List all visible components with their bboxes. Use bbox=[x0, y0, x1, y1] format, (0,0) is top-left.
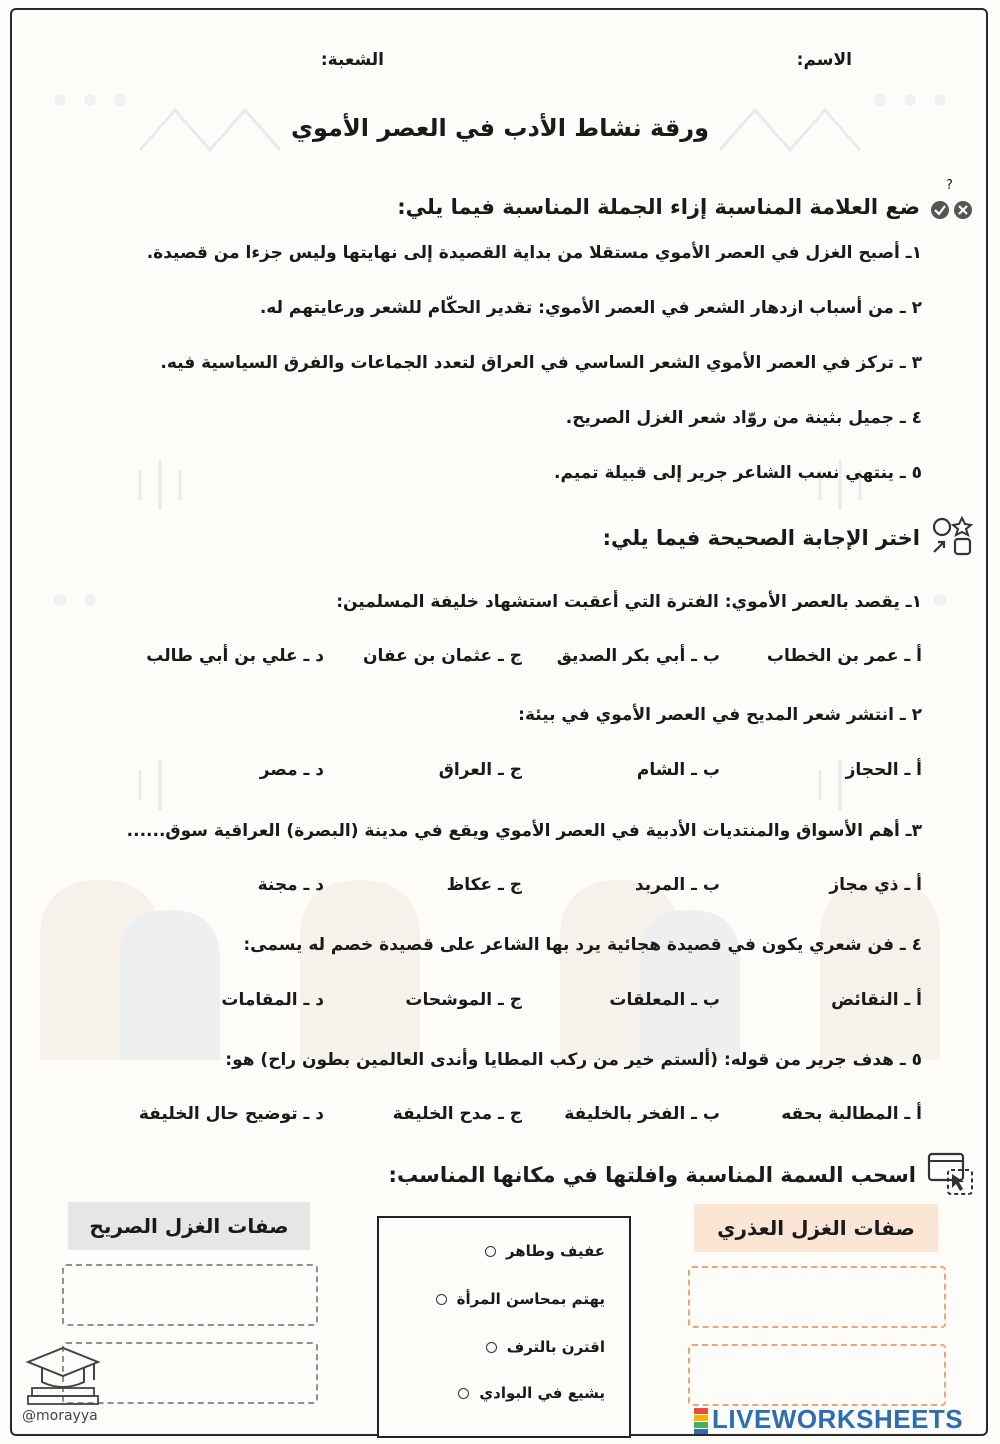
shapes-icon bbox=[928, 514, 976, 558]
author-handle: @morayya bbox=[22, 1408, 98, 1424]
drag-item-4[interactable] bbox=[458, 1384, 605, 1402]
bullet-icon bbox=[436, 1294, 447, 1305]
question-5: ٥ ـ هدف جرير من قوله: (ألستم خير من ركب المطايا وأندى العالمين بطون راح) هو: bbox=[225, 1050, 922, 1070]
udhri-box-header bbox=[694, 1204, 938, 1252]
part2-heading: اختر الإجابة الصحيحة فيما يلي: bbox=[602, 526, 920, 550]
udhri-box-title: صفات الغزل العذري bbox=[717, 1216, 915, 1240]
name-label: الاسم: bbox=[796, 50, 852, 70]
q1-option-d[interactable]: د ـ علي بن أبي طالب bbox=[146, 646, 324, 666]
question-4: ٤ ـ فن شعري يكون في قصيدة هجائية يرد بها الشاعر على قصيدة خصم له يسمى: bbox=[243, 935, 922, 955]
q3-option-d[interactable]: د ـ مجنة bbox=[257, 875, 324, 895]
q5-option-d[interactable]: د ـ توضيح حال الخليفة bbox=[138, 1104, 324, 1124]
statement-3[interactable]: ٣ ـ تركز في العصر الأموي الشعر الساسي في العراق لتعدد الجماعات والفرق السياسية فيه. bbox=[160, 353, 922, 373]
q3-option-c[interactable]: ج ـ عكاظ bbox=[446, 875, 522, 895]
drag-drop-icon bbox=[926, 1150, 976, 1198]
sarih-drop-zone-1[interactable] bbox=[62, 1264, 318, 1326]
q2-option-a[interactable]: أ ـ الحجاز bbox=[845, 760, 922, 780]
question-2: ٢ ـ انتشر شعر المديح في العصر الأموي في بيئة: bbox=[518, 705, 922, 725]
help-mark: ? bbox=[946, 178, 953, 193]
statement-2[interactable]: ٢ ـ من أسباب ازدهار الشعر في العصر الأموي: تقدير الحكّام للشعر ورعايتهم له. bbox=[259, 298, 922, 318]
q5-option-c[interactable]: ج ـ مدح الخليفة bbox=[392, 1104, 522, 1124]
page-title: ورقة نشاط الأدب في العصر الأموي bbox=[290, 114, 710, 142]
section-label: الشعبة: bbox=[320, 50, 384, 70]
udhri-drop-zone-2[interactable] bbox=[688, 1344, 946, 1406]
part1-heading: ضع العلامة المناسبة إزاء الجملة المناسبة فيما يلي: bbox=[397, 195, 920, 219]
q3-option-b[interactable]: ب ـ المربد bbox=[634, 875, 720, 895]
q1-option-a[interactable]: أ ـ عمر بن الخطاب bbox=[766, 646, 922, 666]
q2-option-b[interactable]: ب ـ الشام bbox=[636, 760, 720, 780]
q3-option-a[interactable]: أ ـ ذي مجاز bbox=[829, 875, 922, 895]
bullet-icon bbox=[486, 1342, 497, 1353]
drag-item-3-label: اقترن بالترف bbox=[506, 1338, 605, 1356]
sarih-box-title: صفات الغزل الصريح bbox=[89, 1214, 289, 1238]
live-badge-icon bbox=[694, 1408, 708, 1434]
drag-item-1[interactable] bbox=[485, 1242, 605, 1260]
udhri-drop-zone-1[interactable] bbox=[688, 1266, 946, 1328]
q2-option-d[interactable]: د ـ مصر bbox=[259, 760, 324, 780]
part3-heading: اسحب السمة المناسبة وافلتها في مكانها المناسب: bbox=[388, 1163, 916, 1187]
drag-item-2-label: يهتم بمحاسن المرأة bbox=[456, 1290, 605, 1308]
statement-1[interactable]: ١ـ أصبح الغزل في العصر الأموي مستقلا من بداية القصيدة إلى نهايتها وليس جزءا من قصيدة. bbox=[146, 243, 922, 263]
q4-option-b[interactable]: ب ـ المعلقات bbox=[609, 990, 720, 1010]
draggable-items-box bbox=[377, 1216, 631, 1438]
drag-item-3[interactable] bbox=[486, 1338, 605, 1356]
statement-5[interactable]: ٥ ـ ينتهي نسب الشاعر جرير إلى قبيلة تميم. bbox=[554, 463, 922, 483]
drag-item-4-label: يشيع في البوادي bbox=[479, 1384, 605, 1402]
q2-option-c[interactable]: ج ـ العراق bbox=[438, 760, 522, 780]
sarih-box-header bbox=[68, 1202, 310, 1250]
q1-option-c[interactable]: ج ـ عثمان بن عفان bbox=[362, 646, 522, 666]
liveworksheets-logo[interactable]: LIVEWORKSHEETS bbox=[712, 1404, 964, 1434]
question-1: ١ـ يقصد بالعصر الأموي: الفترة التي أعقبت استشهاد خليفة المسلمين: bbox=[336, 592, 922, 612]
drag-item-1-label: عفيف وطاهر bbox=[505, 1242, 605, 1260]
statement-4[interactable]: ٤ ـ جميل بثينة من روّاد شعر الغزل الصريح. bbox=[565, 408, 922, 428]
bullet-icon bbox=[458, 1388, 469, 1399]
q4-option-a[interactable]: أ ـ النقائض bbox=[831, 990, 922, 1010]
q1-option-b[interactable]: ب ـ أبي بكر الصديق bbox=[556, 646, 720, 666]
q4-option-d[interactable]: د ـ المقامات bbox=[221, 990, 324, 1010]
drag-item-2[interactable] bbox=[436, 1290, 605, 1308]
q5-option-b[interactable]: ب ـ الفخر بالخليفة bbox=[564, 1104, 720, 1124]
question-3: ٣ـ أهم الأسواق والمنتديات الأدبية في العصر الأموي ويقع في مدينة (البصرة) العراقية سوق...... bbox=[126, 821, 922, 841]
graduation-cap-logo bbox=[22, 1340, 104, 1406]
q5-option-a[interactable]: أ ـ المطالبة بحقه bbox=[781, 1104, 922, 1124]
q4-option-c[interactable]: ج ـ الموشحات bbox=[405, 990, 522, 1010]
bullet-icon bbox=[485, 1246, 496, 1257]
